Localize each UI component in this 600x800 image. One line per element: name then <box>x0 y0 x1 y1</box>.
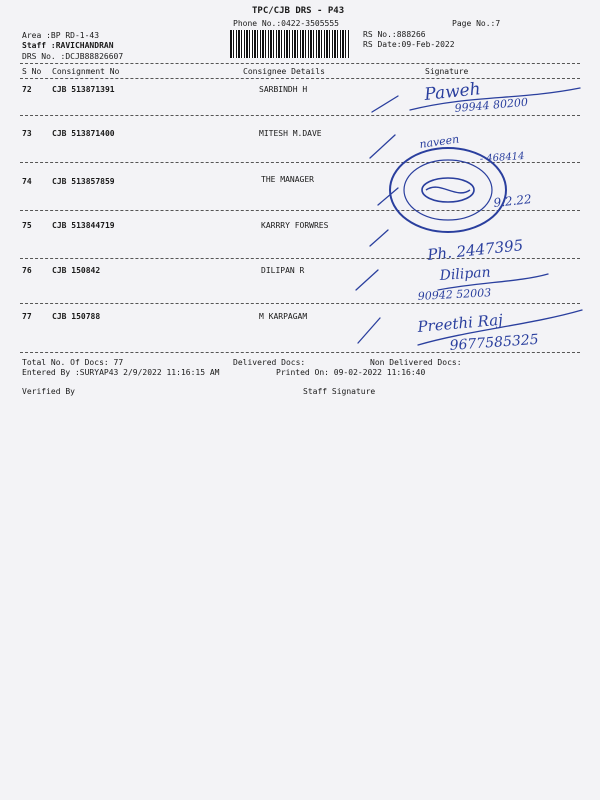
handwritten-phone: 90942 52003 <box>417 286 492 303</box>
row-sno: 73 <box>22 129 32 138</box>
staff-signature: Staff Signature <box>303 387 376 396</box>
rs-date: RS Date:09-Feb-2022 <box>363 40 455 49</box>
sheet-title: TPC/CJB DRS - P43 <box>252 6 345 16</box>
row-sno: 72 <box>22 85 32 94</box>
col-consignee: Consignee Details <box>243 67 325 76</box>
row-sno: 74 <box>22 177 32 186</box>
row-sno: 75 <box>22 221 32 230</box>
row-consignee: M KARPAGAM <box>259 312 308 321</box>
col-consignment: Consignment No <box>52 67 120 76</box>
area-label: Area :BP RD-1-43 <box>22 31 100 40</box>
staff-label: Staff :RAVICHANDRAN <box>22 41 114 50</box>
handwritten-number: - 468414 <box>479 150 525 165</box>
non-delivered-docs: Non Delivered Docs: <box>370 358 462 367</box>
col-signature: Signature <box>425 67 469 76</box>
handwritten-name: Dilipan <box>439 264 492 284</box>
row-consignment: CJB 513871400 <box>52 129 115 138</box>
row-consignment: CJB 150842 <box>52 266 101 275</box>
entered-by: Entered By :SURYAP43 2/9/2022 11:16:15 AM <box>22 368 220 377</box>
row-consignment: CJB 150788 <box>52 312 101 321</box>
row-consignee: MITESH M.DAVE <box>259 129 322 138</box>
rs-number: RS No.:888266 <box>363 30 426 39</box>
check-mark <box>378 188 398 205</box>
row-consignee: KARRRY FORWRES <box>261 221 329 230</box>
total-docs: Total No. Of Docs: 77 <box>22 358 124 367</box>
row-consignment: CJB 513844719 <box>52 221 115 230</box>
row-sno: 77 <box>22 312 32 321</box>
printed-on: Printed On: 09-02-2022 11:16:40 <box>276 368 426 377</box>
drs-number: DRS No. :DCJB88826607 <box>22 52 124 61</box>
handwritten-signature: naveen <box>418 132 460 151</box>
row-consignment: CJB 513871391 <box>52 85 115 94</box>
row-sno: 76 <box>22 266 32 275</box>
handwritten-name: Preethi Raj <box>416 310 504 336</box>
row-consignee: SARBINDH H <box>259 85 308 94</box>
page-number: Page No.:7 <box>452 19 501 28</box>
handwritten-phone: 99944 80200 <box>454 95 529 115</box>
row-consignee: DILIPAN R <box>261 266 305 275</box>
check-mark <box>370 135 395 158</box>
col-sno: S No <box>22 67 42 76</box>
phone-number: Phone No.:0422-3505555 <box>233 19 339 28</box>
row-consignment: CJB 513857859 <box>52 177 115 186</box>
verified-by: Verified By <box>22 387 75 396</box>
handwritten-name: Paweh <box>423 79 482 105</box>
delivered-docs: Delivered Docs: <box>233 358 306 367</box>
handwritten-date: 9.2.22 <box>492 192 533 210</box>
check-mark <box>372 96 398 112</box>
row-consignee: THE MANAGER <box>261 175 314 184</box>
handwritten-phone: 9677585325 <box>449 331 540 354</box>
check-mark <box>370 230 388 246</box>
check-mark <box>358 318 380 343</box>
check-mark <box>356 270 378 290</box>
handwritten-phone: Ph. 2447395 <box>426 236 524 264</box>
